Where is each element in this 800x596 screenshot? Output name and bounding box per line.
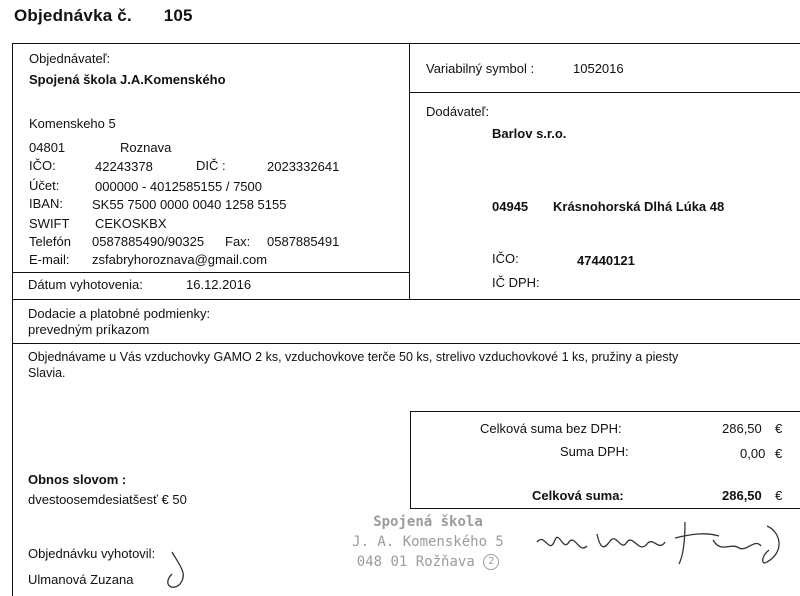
buyer-phone-label: Telefón — [29, 234, 71, 249]
supplier-heading: Dodávateľ: — [426, 104, 490, 119]
buyer-dic-label: DIČ : — [196, 158, 226, 173]
buyer-fax-label: Fax: — [225, 234, 251, 249]
total-without-vat-value: 286,50 — [722, 421, 762, 436]
terms-row-top — [12, 299, 800, 300]
buyer-street: Komenskeho 5 — [29, 116, 116, 131]
supplier-ico: 47440121 — [577, 253, 635, 268]
currency-2: € — [775, 446, 783, 461]
initials-scribble — [158, 544, 198, 594]
total-value: 286,50 — [722, 488, 762, 503]
school-stamp — [338, 512, 518, 572]
order-title-label: Objednávka č. — [14, 6, 132, 25]
column-divider — [409, 43, 410, 299]
buyer-fax: 0587885491 — [267, 234, 340, 249]
buyer-ico: 42243378 — [95, 159, 153, 174]
variable-symbol-value: 1052016 — [573, 61, 624, 76]
stamp-line2: J. A. Komenského 5 — [352, 534, 504, 550]
currency-1: € — [775, 421, 783, 436]
issue-date-label: Dátum vyhotovenia: — [28, 277, 143, 292]
stamp-line3 — [338, 552, 518, 572]
buyer-iban: SK55 7500 0000 0040 1258 5155 — [92, 197, 287, 212]
buyer-email-label: E-mail: — [29, 252, 70, 267]
buyer-swift-label: SWIFT — [29, 216, 70, 231]
vat-value: 0,00 — [740, 446, 766, 461]
stamp-number: 2 — [483, 554, 499, 570]
variable-symbol-label: Variabilný symbol : — [426, 61, 535, 76]
supplier-ico-label: IČO: — [492, 251, 519, 266]
buyer-phone: 0587885490/90325 — [92, 234, 205, 249]
date-row-top — [12, 272, 410, 273]
stamp-line3-text: 048 01 Rožňava — [356, 554, 475, 570]
in-words-label: Obnos slovom : — [28, 472, 127, 487]
order-text-top — [12, 343, 800, 344]
terms-value: prevedným príkazom — [28, 322, 150, 337]
stamp-line1: Spojená škola — [373, 514, 483, 530]
buyer-zip: 04801 — [29, 140, 66, 155]
order-number: 105 — [163, 6, 193, 25]
buyer-iban-label: IBAN: — [29, 196, 63, 211]
vs-row-bottom — [409, 92, 800, 93]
order-title — [14, 6, 193, 26]
supplier-name: Barlov s.r.o. — [492, 126, 567, 141]
supplier-zip: 04945 — [492, 199, 529, 214]
order-text-line1: Objednávame u Vás vzduchovky GAMO 2 ks, vzduchovkove terče 50 ks, strelivo vzduchovkové 1 ks, pružiny a piesty — [28, 350, 679, 364]
buyer-ico-label: IČO: — [29, 158, 56, 173]
buyer-swift: CEKOSKBX — [95, 216, 167, 231]
currency-3: € — [775, 488, 783, 503]
in-words-value: dvestoosemdesiatšesť € 50 — [28, 492, 187, 507]
total-without-vat-label: Celková suma bez DPH: — [480, 421, 622, 436]
buyer-city: Roznava — [120, 140, 172, 155]
buyer-name: Spojená škola J.A.Komenského — [29, 72, 226, 87]
terms-label: Dodacie a platobné podmienky: — [28, 306, 211, 321]
buyer-ucet-label: Účet: — [29, 178, 60, 193]
buyer-heading: Objednávateľ: — [29, 51, 111, 66]
order-text-line2: Slavia. — [28, 366, 66, 380]
signature — [535, 512, 795, 582]
buyer-email: zsfabryhoroznava@gmail.com — [92, 252, 268, 267]
issue-date-value: 16.12.2016 — [186, 277, 252, 292]
buyer-ucet: 000000 - 4012585155 / 7500 — [95, 179, 262, 194]
supplier-icdph-label: IČ DPH: — [492, 275, 540, 290]
supplier-address: Krásnohorská Dlhá Lúka 48 — [553, 199, 725, 214]
issued-by-name: Ulmanová Zuzana — [28, 572, 134, 587]
vat-label: Suma DPH: — [560, 444, 629, 459]
buyer-dic: 2023332641 — [267, 159, 340, 174]
issued-by-label: Objednávku vyhotovil: — [28, 546, 156, 561]
total-label: Celková suma: — [532, 488, 624, 503]
